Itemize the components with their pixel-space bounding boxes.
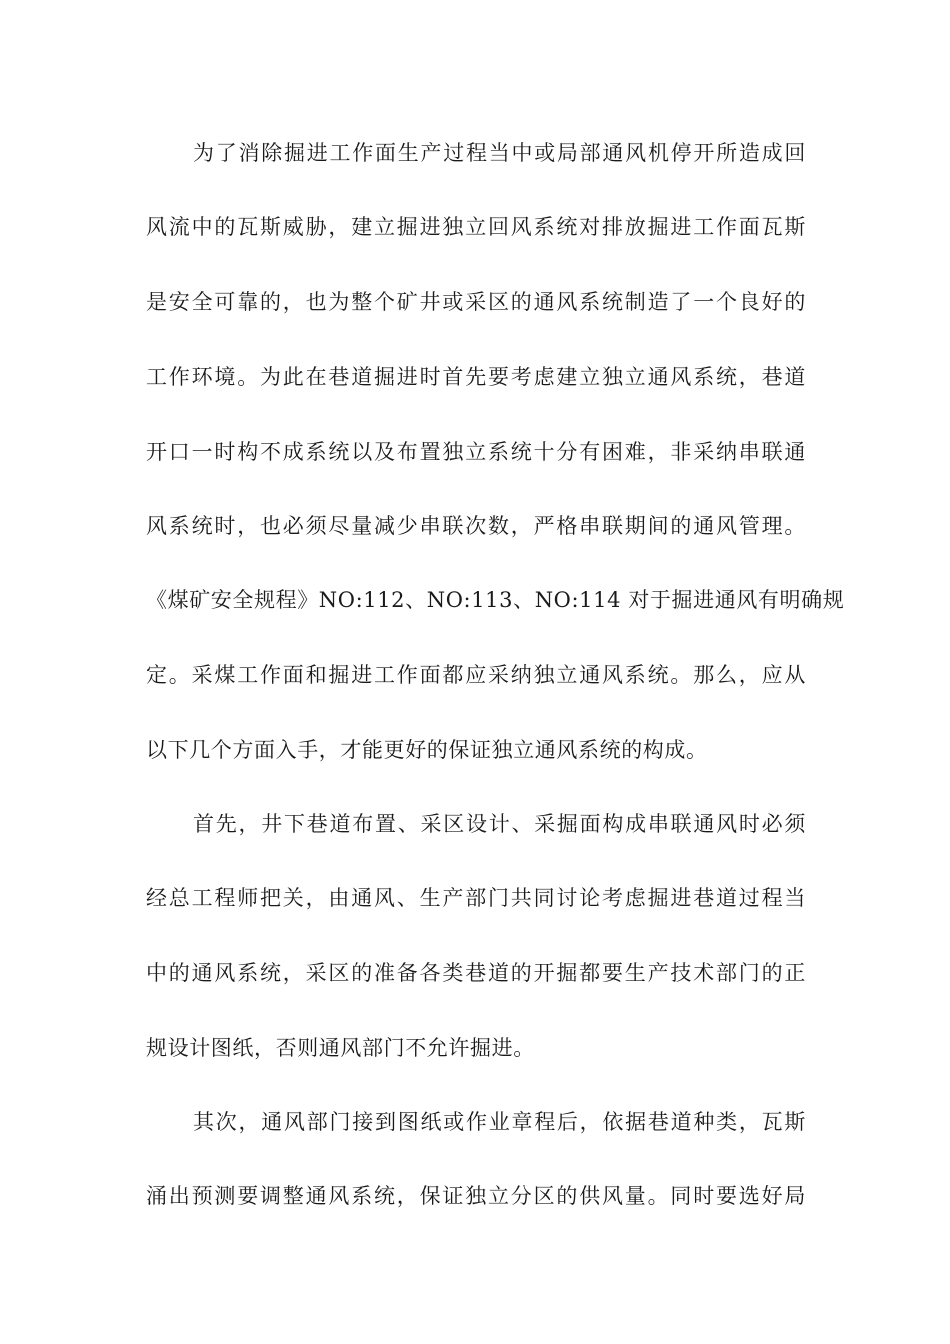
paragraph-1-line-4: 工作环境。为此在巷道掘进时首先要考虑建立独立通风系统，巷道 xyxy=(146,365,806,389)
paragraph-2-line-1: 首先，井下巷道布置、采区设计、采掘面构成串联通风时必须 xyxy=(193,812,806,836)
paragraph-1-line-8: 定。采煤工作面和掘进工作面都应采纳独立通风系统。那么，应从 xyxy=(146,663,806,687)
paragraph-1-line-2: 风流中的瓦斯威胁，建立掘进独立回风系统对排放掘进工作面瓦斯 xyxy=(146,215,806,239)
paragraph-1-line-1: 为了消除掘进工作面生产过程当中或局部通风机停开所造成回 xyxy=(193,141,806,165)
paragraph-1-line-9: 以下几个方面入手，才能更好的保证独立通风系统的构成。 xyxy=(146,738,708,762)
paragraph-1-line-7: 《煤矿安全规程》NO:112、NO:113、NO:114 对于掘进通风有明确规 xyxy=(146,588,845,612)
paragraph-1-line-6: 风系统时，也必须尽量减少串联次数，严格串联期间的通风管理。 xyxy=(146,514,806,538)
paragraph-2-line-4: 规设计图纸，否则通风部门不允许掘进。 xyxy=(146,1036,535,1060)
paragraph-3-line-1: 其次，通风部门接到图纸或作业章程后，依据巷道种类，瓦斯 xyxy=(193,1110,806,1134)
paragraph-2-line-3: 中的通风系统，采区的准备各类巷道的开掘都要生产技术部门的正 xyxy=(146,961,806,985)
paragraph-3-line-2: 涌出预测要调整通风系统，保证独立分区的供风量。同时要选好局 xyxy=(146,1184,806,1208)
paragraph-1-line-3: 是安全可靠的，也为整个矿井或采区的通风系统制造了一个良好的 xyxy=(146,290,806,314)
paragraph-1-line-5: 开口一时构不成系统以及布置独立系统十分有困难，非采纳串联通 xyxy=(146,440,806,464)
paragraph-2-line-2: 经总工程师把关，由通风、生产部门共同讨论考虑掘进巷道过程当 xyxy=(146,886,806,910)
